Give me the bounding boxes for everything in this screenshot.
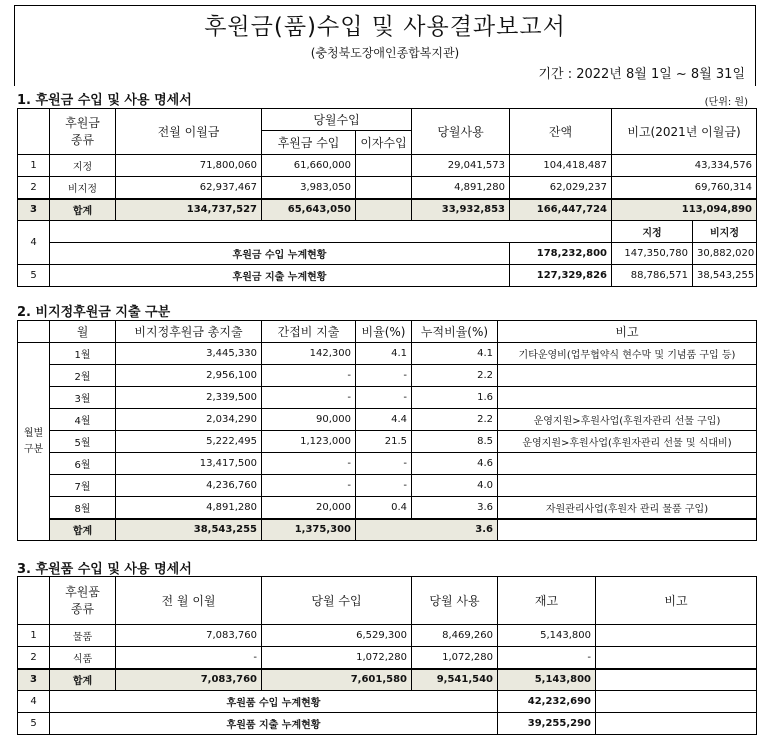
header-monthly-income: 당월 수입 [262, 577, 412, 625]
table-row [18, 365, 757, 387]
usage-value: 8,469,260 [412, 625, 498, 647]
balance-value: 62,029,237 [510, 177, 612, 199]
balance-total: 166,447,724 [510, 199, 612, 221]
total-expense-cell: 4,236,760 [116, 475, 262, 497]
note-cell: 자원관리사업(후원자 관리 물품 구입) [498, 497, 757, 519]
note-value: 69,760,314 [612, 177, 757, 199]
stock-total: 5,143,800 [498, 669, 596, 691]
total-row [18, 199, 757, 221]
cumulative-income-row [18, 243, 757, 265]
header-month: 월 [50, 321, 116, 343]
prev-total: 7,083,760 [116, 669, 262, 691]
expense-breakdown-table [17, 320, 757, 541]
note-value [596, 625, 757, 647]
table-row [18, 155, 757, 177]
header-type: 후원금 종류 [50, 109, 116, 155]
prev-value: 71,800,060 [116, 155, 262, 177]
row-no: 1 [18, 625, 50, 647]
indirect-expense-cell: 142,300 [262, 343, 356, 365]
cumulative-income-row [18, 691, 757, 713]
section1-unit: (단위: 원) [704, 97, 748, 108]
section3-title: 3. 후원품 수입 및 사용 명세서 [17, 562, 192, 577]
prev-value: 62,937,467 [116, 177, 262, 199]
cumulative-ratio-cell: 4.1 [412, 343, 498, 365]
report-period: 기간 : 2022년 8월 1일 ~ 8월 31일 [538, 67, 745, 82]
note-cell [498, 365, 757, 387]
header-empty [18, 321, 50, 343]
section2-title: 2. 비지정후원금 지출 구분 [17, 305, 171, 320]
cumulative-income-designated: 147,350,780 [612, 243, 693, 265]
header-interest-income: 이자수입 [356, 131, 412, 155]
ratio-cell: 4.1 [356, 343, 412, 365]
ratio-cell: 4.4 [356, 409, 412, 431]
non-designated-header: 비지정 [693, 221, 757, 243]
usage-value: 1,072,280 [412, 647, 498, 669]
income-value: 61,660,000 [262, 155, 356, 177]
cumulative-expense-label: 후원금 지출 누계현황 [50, 265, 510, 287]
usage-total: 9,541,540 [412, 669, 498, 691]
header-monthly-income: 당월수입 [262, 109, 412, 131]
row-no: 5 [18, 713, 50, 735]
income-value: 6,529,300 [262, 625, 412, 647]
header-donation-income: 후원금 수입 [262, 131, 356, 155]
row-no: 5 [18, 265, 50, 287]
indirect-expense-cell: - [262, 453, 356, 475]
stock-value: 5,143,800 [498, 625, 596, 647]
row-type: 지정 [50, 155, 116, 177]
cumulative-ratio-cell: 4.6 [412, 453, 498, 475]
cumulative-expense-row [18, 265, 757, 287]
income-total: 7,601,580 [262, 669, 412, 691]
cumulative-income-label: 후원금 수입 누계현황 [50, 243, 510, 265]
income-total: 65,643,050 [262, 199, 356, 221]
cumulative-income-label: 후원품 수입 누계현황 [50, 691, 498, 713]
total-expense-cell: 3,445,330 [116, 343, 262, 365]
month-cell: 2월 [50, 365, 116, 387]
header-note: 비고 [498, 321, 757, 343]
header-empty-no [18, 109, 50, 155]
title-box [14, 5, 756, 86]
row-no: 4 [18, 221, 50, 265]
header-ratio: 비율(%) [356, 321, 412, 343]
ratio-cell: - [356, 453, 412, 475]
cumulative-ratio-cell: 1.6 [412, 387, 498, 409]
indirect-expense-cell: 20,000 [262, 497, 356, 519]
table-row [18, 625, 757, 647]
note-value [596, 647, 757, 669]
cumulative-ratio-cell: 2.2 [412, 409, 498, 431]
section1-title: 1. 후원금 수입 및 사용 명세서 [17, 93, 192, 108]
header-balance: 잔액 [510, 109, 612, 155]
total-expense-cell: 2,956,100 [116, 365, 262, 387]
month-cell: 8월 [50, 497, 116, 519]
indirect-expense-cell: - [262, 365, 356, 387]
table-row [18, 475, 757, 497]
cumulative-expense-label: 후원품 지출 누계현황 [50, 713, 498, 735]
total-expense-sum: 38,543,255 [116, 519, 262, 541]
cumulative-ratio-cell: 4.0 [412, 475, 498, 497]
row-type: 비지정 [50, 177, 116, 199]
total-note-empty [498, 519, 757, 541]
row-type: 합계 [50, 669, 116, 691]
cumulative-income-total: 178,232,800 [510, 243, 612, 265]
table-row [18, 387, 757, 409]
header-monthly-usage: 당월 사용 [412, 577, 498, 625]
row-no: 3 [18, 669, 50, 691]
header-prev-carryover: 전 월 이월 [116, 577, 262, 625]
month-cell: 1월 [50, 343, 116, 365]
note-value: 43,334,576 [612, 155, 757, 177]
balance-value: 104,418,487 [510, 155, 612, 177]
row-no: 2 [18, 647, 50, 669]
note-cell: 운영지원>후원사업(후원자관리 선물 구입) [498, 409, 757, 431]
note-cell [498, 475, 757, 497]
month-cell: 6월 [50, 453, 116, 475]
organization-name: (충청북도장애인종합복지관) [310, 46, 460, 60]
total-expense-cell: 13,417,500 [116, 453, 262, 475]
table-row [18, 409, 757, 431]
header-monthly-usage: 당월사용 [412, 109, 510, 155]
row-type: 합계 [50, 199, 116, 221]
donation-goods-table [17, 576, 757, 735]
donation-money-table [17, 108, 757, 287]
month-cell: 5월 [50, 431, 116, 453]
cumulative-ratio-cell: 2.2 [412, 365, 498, 387]
table-row [18, 497, 757, 519]
cumulative-expense-designated: 88,786,571 [612, 265, 693, 287]
table-row [18, 177, 757, 199]
total-row [18, 519, 757, 541]
table-row [18, 221, 757, 243]
month-cell: 4월 [50, 409, 116, 431]
note-cell: 기타운영비(업무협약식 현수막 및 기념품 구입 등) [498, 343, 757, 365]
total-expense-cell: 4,891,280 [116, 497, 262, 519]
total-expense-cell: 2,339,500 [116, 387, 262, 409]
stock-value: - [498, 647, 596, 669]
month-cell: 7월 [50, 475, 116, 497]
header-note: 비고 [596, 577, 757, 625]
ratio-cell: - [356, 475, 412, 497]
ratio-cell: - [356, 387, 412, 409]
income-value: 1,072,280 [262, 647, 412, 669]
cumulative-expense-non-designated: 38,543,255 [693, 265, 757, 287]
table-row [18, 453, 757, 475]
header-total-expense: 비지정후원금 총지출 [116, 321, 262, 343]
cumulative-income-value: 42,232,690 [498, 691, 596, 713]
monthly-side-label: 월별 구분 [18, 343, 50, 541]
row-no: 2 [18, 177, 50, 199]
designated-header: 지정 [612, 221, 693, 243]
header-stock: 재고 [498, 577, 596, 625]
report-title: 후원금(품)수입 및 사용결과보고서 [204, 14, 566, 40]
row-no: 3 [18, 199, 50, 221]
header-note: 비고(2021년 이월금) [612, 109, 757, 155]
interest-value [356, 155, 412, 177]
indirect-expense-cell: - [262, 475, 356, 497]
ratio-cell: - [356, 365, 412, 387]
ratio-cell: 0.4 [356, 497, 412, 519]
indirect-expense-sum: 1,375,300 [262, 519, 356, 541]
report-page [14, 5, 756, 740]
cumulative-ratio-cell: 3.6 [412, 497, 498, 519]
row-type: 물품 [50, 625, 116, 647]
prev-value: - [116, 647, 262, 669]
note-cell [498, 387, 757, 409]
row-type: 식품 [50, 647, 116, 669]
table-row [18, 343, 757, 365]
indirect-expense-cell: 90,000 [262, 409, 356, 431]
empty-cell [596, 713, 757, 735]
cumulative-expense-total: 127,329,826 [510, 265, 612, 287]
table-row [18, 431, 757, 453]
interest-total [356, 199, 412, 221]
note-cell: 운영지원>후원사업(후원자관리 선물 및 식대비) [498, 431, 757, 453]
prev-total: 134,737,527 [116, 199, 262, 221]
header-prev-carryover: 전월 이월금 [116, 109, 262, 155]
month-cell: 3월 [50, 387, 116, 409]
ratio-cell: 21.5 [356, 431, 412, 453]
table-row [18, 647, 757, 669]
row-no: 4 [18, 691, 50, 713]
income-value: 3,983,050 [262, 177, 356, 199]
interest-value [356, 177, 412, 199]
cumulative-ratio-cell: 8.5 [412, 431, 498, 453]
header-cumulative-ratio: 누적비율(%) [412, 321, 498, 343]
prev-value: 7,083,760 [116, 625, 262, 647]
note-cell [498, 453, 757, 475]
indirect-expense-cell: 1,123,000 [262, 431, 356, 453]
note-total: 113,094,890 [612, 199, 757, 221]
total-expense-cell: 5,222,495 [116, 431, 262, 453]
cumulative-expense-row [18, 713, 757, 735]
empty-cell [596, 691, 757, 713]
header-empty-no [18, 577, 50, 625]
cumulative-ratio-total: 3.6 [356, 519, 498, 541]
total-row [18, 669, 757, 691]
header-indirect-expense: 간접비 지출 [262, 321, 356, 343]
cumulative-expense-value: 39,255,290 [498, 713, 596, 735]
note-total [596, 669, 757, 691]
total-label: 합계 [50, 519, 116, 541]
usage-value: 4,891,280 [412, 177, 510, 199]
row-no: 1 [18, 155, 50, 177]
indirect-expense-cell: - [262, 387, 356, 409]
usage-total: 33,932,853 [412, 199, 510, 221]
header-goods-type: 후원품 종류 [50, 577, 116, 625]
empty-cell [50, 221, 612, 243]
usage-value: 29,041,573 [412, 155, 510, 177]
total-expense-cell: 2,034,290 [116, 409, 262, 431]
cumulative-income-non-designated: 30,882,020 [693, 243, 757, 265]
